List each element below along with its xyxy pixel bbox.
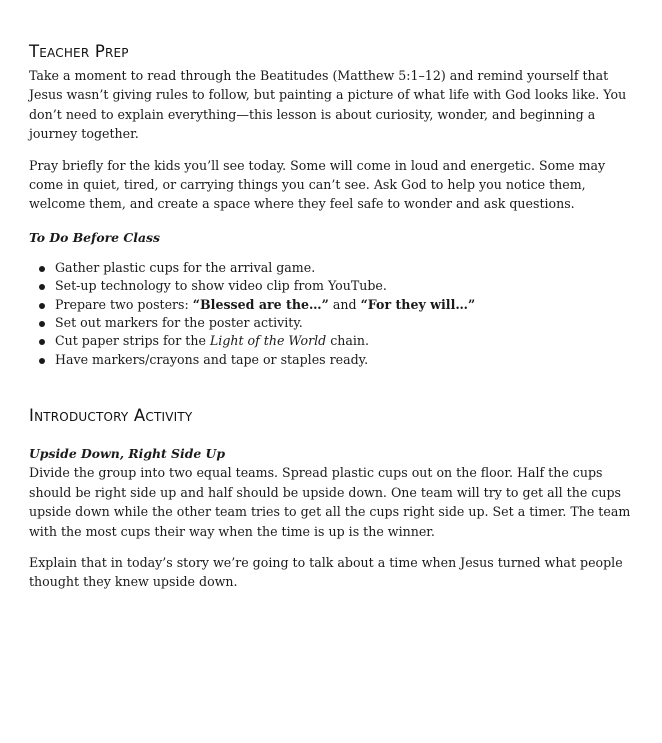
bullet-icon [39,321,45,327]
todo-item-supplies [29,351,634,369]
teacher-prep-section [29,41,634,369]
todo-item-text: Cut paper strips for the [55,333,210,349]
todo-item-text: Have markers/crayons and tape or staples ready. [55,351,369,367]
bullet-icon [39,266,45,272]
teacher-prep-title: Teacher Prep [29,42,129,61]
todo-item-technology [29,277,634,295]
bullet-icon [39,284,45,290]
todo-item-text: Gather plastic cups for the arrival game. [55,259,316,275]
todo-item-suffix: chain. [326,333,370,349]
todo-item-cups [29,259,634,277]
teacher-prep-paragraph-2: Pray briefly for the kids you’ll see today. Some will come in loud and energetic. Some may come in quiet, tired, or carrying things you can’t see. Ask God to help you notice them, welcome them, and create a space where they feel safe to wonder and ask questions. [29,157,606,212]
bullet-icon [39,358,45,364]
todo-item-text: Set out markers for the poster activity. [55,315,303,331]
todo-list [29,259,634,369]
bullet-icon [39,303,45,309]
todo-heading: To Do Before Class [29,229,160,245]
todo-item-posters [29,296,634,314]
teacher-prep-paragraph-1: Take a moment to read through the Beatitudes (Matthew 5:1–12) and remind yourself that Jesus wasn’t giving rules to follow, but painting a picture of what life with God looks like. You don’t need to explain everything—this lesson is about curiosity, wonder, and beginning a journey together. [29,68,627,142]
activity-paragraph-2: Explain that in today’s story we’re going to talk about a time when Jesus turned what people thought they knew upside down. [29,554,623,590]
todo-item-markers [29,314,634,332]
poster-1-label: “Blessed are the…” [192,296,329,312]
introductory-activity-title: Introductory Activity [29,406,193,426]
todo-item-paper-strips [29,332,634,350]
poster-2-label: “For they will…” [360,296,476,312]
light-of-the-world-emphasis: Light of the World [209,333,327,349]
todo-item-text: Prepare two posters: [55,296,193,312]
bullet-icon [39,339,45,345]
activity-title: Upside Down, Right Side Up [29,446,226,462]
todo-item-joiner: and [328,296,361,312]
activity-paragraph-1: Divide the group into two equal teams. Spread plastic cups out on the floor. Half the cups should be right side up and half should be upside down. One team will try to get all the cups upside down while the other team tries to get all the cups right side up. Set a timer. The team with the most cups their way when the time is up is the winner. [29,465,631,539]
introductory-activity-section [29,405,634,591]
todo-item-text: Set-up technology to show video clip from YouTube. [55,278,387,294]
